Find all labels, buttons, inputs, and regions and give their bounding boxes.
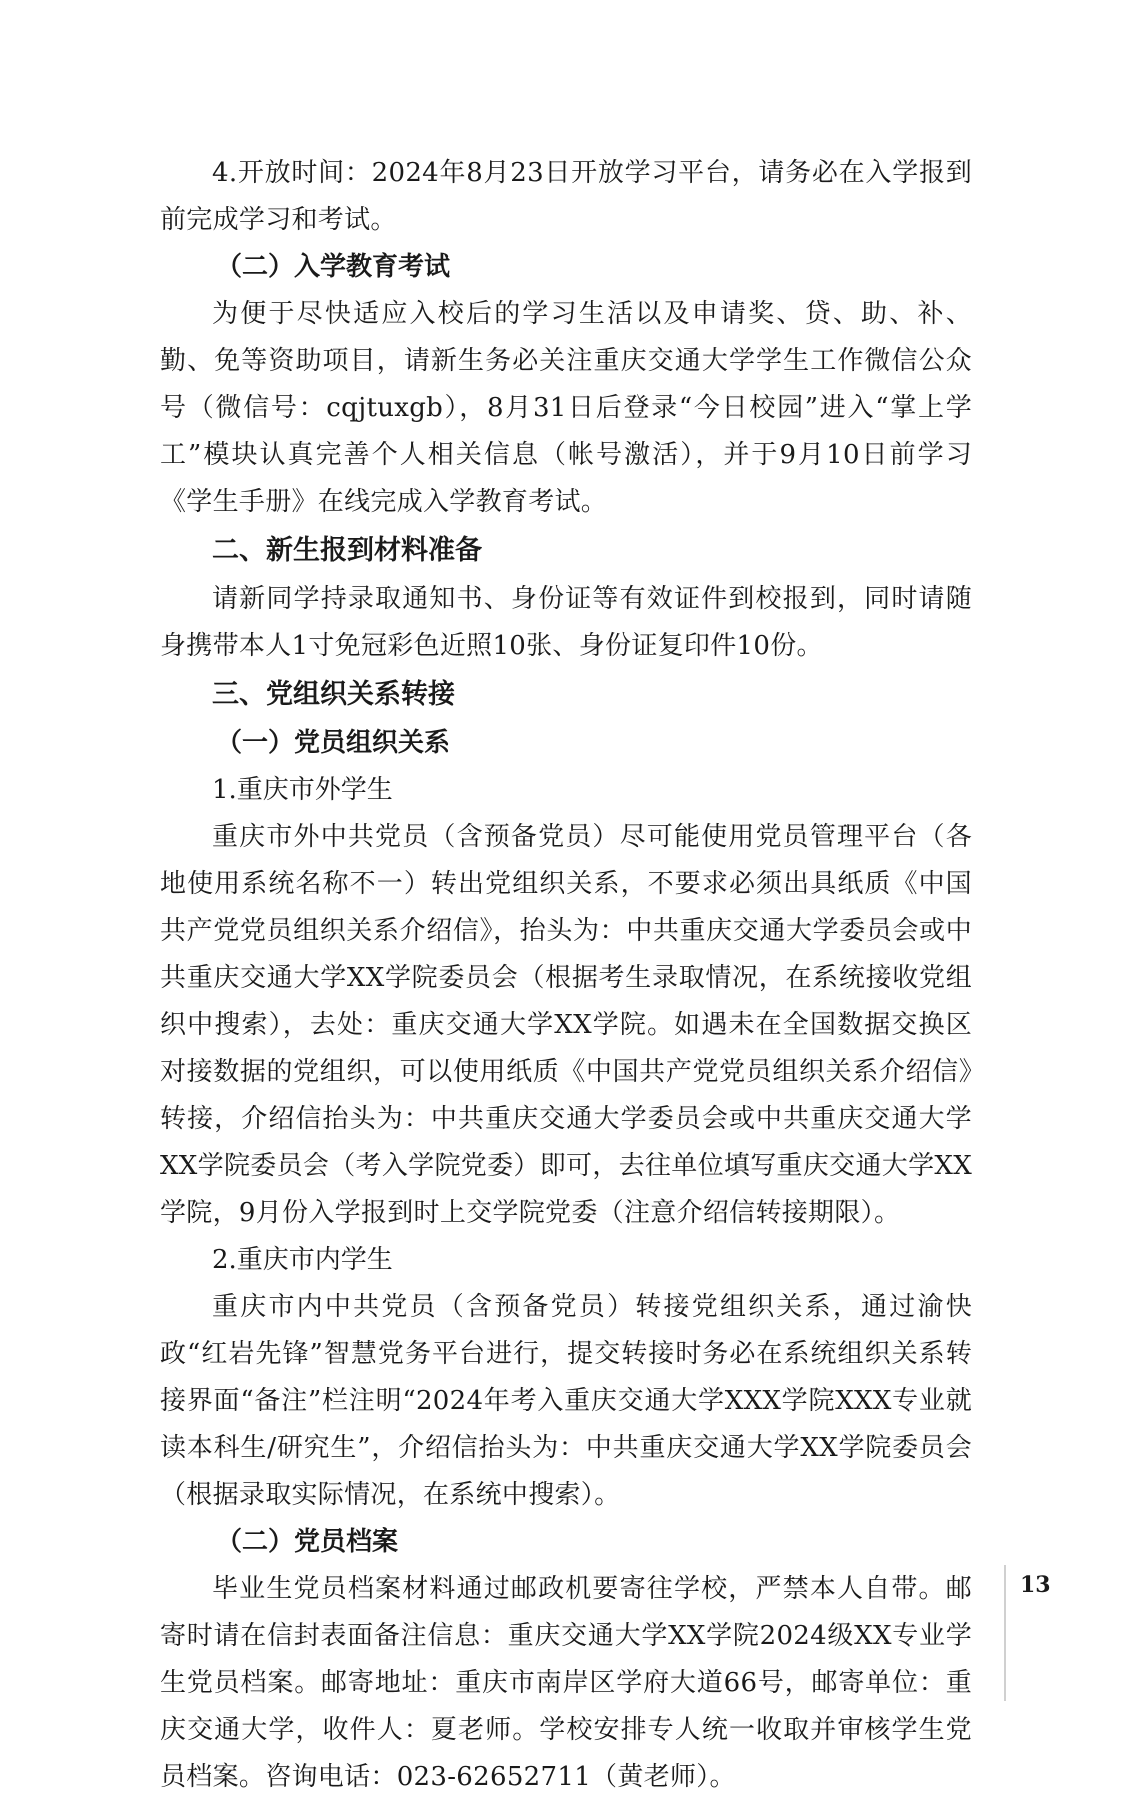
heading-member-relations: （一）党员组织关系 xyxy=(216,728,451,758)
page-number: 13 xyxy=(1020,1572,1051,1598)
subheading-outside-cq: 1.重庆市外学生 xyxy=(212,775,393,805)
paragraph-inside-cq: 重庆市内中共党员（含预备党员）转接党组织关系，通过渝快政“红岩先锋”智慧党务平台进行，提交转接时务必在系统组织关系转接界面“备注”栏注明“2024年考入重庆交通大学XXX学院XXX专业就读本科生/研究生”，介绍信抬头为：中共重庆交通大学XX学院委员会（根据录取实际情况，在系统中搜索）。 xyxy=(160,1292,972,1510)
heading-party-transfer: 三、党组织关系转接 xyxy=(212,679,455,710)
subheading-inside-cq: 2.重庆市内学生 xyxy=(212,1245,393,1275)
paragraph-open-time: 4.开放时间：2024年8月23日开放学习平台，请务必在入学报到前完成学习和考试。 xyxy=(160,158,972,235)
heading-entrance-exam: （二）入学教育考试 xyxy=(216,252,451,282)
paragraph-outside-cq: 重庆市外中共党员（含预备党员）尽可能使用党员管理平台（各地使用系统名称不一）转出党组织关系，不要求必须出具纸质《中国共产党党员组织关系介绍信》，抬头为：中共重庆交通大学委员会或中共重庆交通大学XX学院委员会（根据考生录取情况，在系统接收党组织中搜索），去处：重庆交通大学XX学院。如遇未在全国数据交换区对接数据的党组织，可以使用纸质《中国共产党党员组织关系介绍信》转接，介绍信抬头为：中共重庆交通大学委员会或中共重庆交通大学XX学院委员会（考入学院党委）即可，去往单位填写重庆交通大学XX学院，9月份入学报到时上交学院党委（注意介绍信转接期限）。 xyxy=(160,822,972,1228)
margin-divider xyxy=(1004,1565,1006,1701)
paragraph-materials: 请新同学持录取通知书、身份证等有效证件到校报到，同时请随身携带本人1寸免冠彩色近照10张、身份证复印件10份。 xyxy=(160,584,972,661)
heading-materials: 二、新生报到材料准备 xyxy=(212,535,482,566)
paragraph-entrance-exam: 为便于尽快适应入校后的学习生活以及申请奖、贷、助、补、勤、免等资助项目，请新生务必关注重庆交通大学学生工作微信公众号（微信号：cqjtuxgb），8月31日后登录“今日校园”进入“掌上学工”模块认真完善个人相关信息（帐号激活），并于9月10日前学习《学生手册》在线完成入学教育考试。 xyxy=(160,299,972,517)
paragraph-member-archives: 毕业生党员档案材料通过邮政机要寄往学校，严禁本人自带。邮寄时请在信封表面备注信息：重庆交通大学XX学院2024级XX专业学生党员档案。邮寄地址：重庆市南岸区学府大道66号，邮寄单位：重庆交通大学，收件人：夏老师。学校安排专人统一收取并审核学生党员档案。咨询电话：023-62652711（黄老师）。 xyxy=(160,1574,972,1792)
heading-member-archives: （二）党员档案 xyxy=(216,1527,399,1557)
document-body xyxy=(160,150,972,1801)
